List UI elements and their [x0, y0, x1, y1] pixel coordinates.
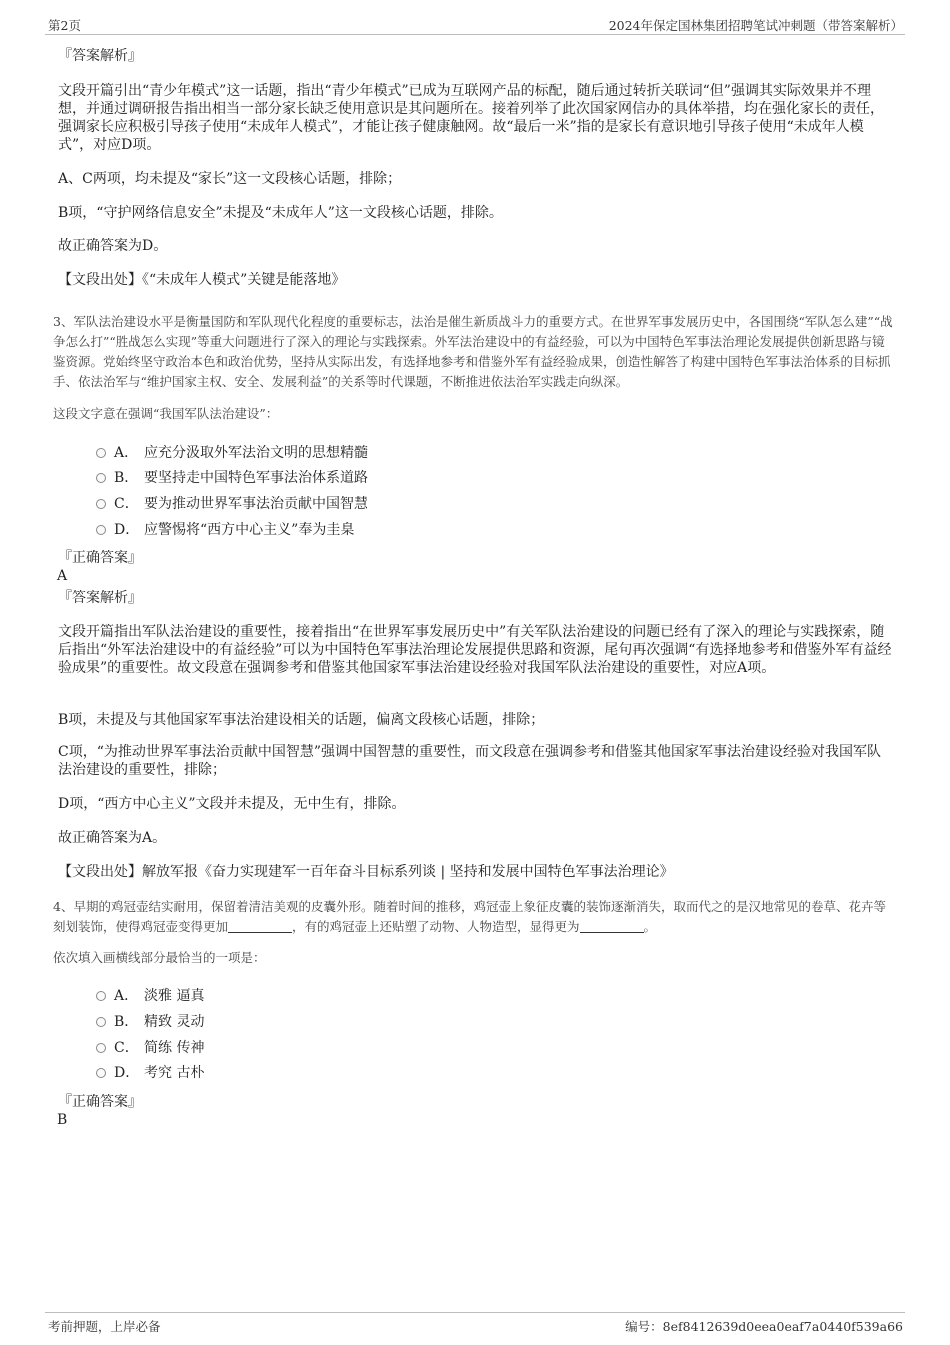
option-text: 淡雅 逼真 — [144, 988, 205, 1004]
q4-answer: B — [57, 1112, 68, 1128]
q4-question: 依次填入画横线部分最恰当的一项是： — [53, 950, 266, 965]
option-text: 应警惕将“西方中心主义”奉为圭臬 — [144, 522, 355, 538]
option-text: 要坚持走中国特色军事法治体系道路 — [144, 470, 368, 486]
option-text: 简练 传神 — [144, 1040, 205, 1056]
option-letter: D． — [114, 1065, 140, 1081]
option-letter: A． — [114, 445, 139, 461]
option-text: 要为推动世界军事法治贡献中国智慧 — [144, 496, 368, 512]
q4-option-a[interactable] — [96, 987, 204, 1005]
radio-icon[interactable] — [96, 448, 106, 458]
option-letter: A． — [114, 988, 139, 1004]
q2-analysis-paragraph-4: 故正确答案为D。 — [58, 238, 168, 254]
radio-icon[interactable] — [96, 525, 106, 535]
footer-slogan: 考前押题，上岸必备 — [48, 1319, 161, 1334]
q3-analysis-paragraph-3: C项，“为推动世界军事法治贡献中国智慧”强调中国智慧的重要性，而文段意在强调参考和借鉴其他国家军事法治建设经验对我国军队法治建设的重要性，排除； — [58, 744, 882, 778]
q4-option-b[interactable] — [96, 1013, 204, 1031]
option-letter: C． — [114, 1040, 139, 1056]
q3-source: 【文段出处】解放军报《奋力实现建军一百年奋斗目标系列谈 | 坚持和发展中国特色军事法治理论》 — [58, 864, 674, 880]
q3-stem: 3、军队法治建设水平是衡量国防和军队现代化程度的重要标志，法治是催生新质战斗力的重要方式。在世界军事发展历史中，各国围绕“军队怎么建”“战争怎么打”“胜战怎么实现”等重大问题进行了深入的理论与实践探索。外军法治建设中的有益经验，可以为中国特色军事法治理论发展提供创新思路与镜鉴资源。党始终坚守政治本色和政治优势，坚持从实际出发，有选择地参考和借鉴外军有益经验成果，创造性解答了构建中国特色军事法治体系的目标抓手、依法治军与“维护国家主权、安全、发展利益”的关系等时代课题，不断推进依法治军实践走向纵深。 — [53, 314, 893, 389]
q3-analysis-tag: 『答案解析』 — [58, 590, 142, 606]
radio-icon[interactable] — [96, 473, 106, 483]
page-header — [45, 14, 905, 35]
q4-stem-part-2: ，有的鸡冠壶上还贴塑了动物、人物造型，显得更为 — [292, 919, 580, 934]
q2-analysis-paragraph-3: B项，“守护网络信息安全”未提及“未成年人”这一文段核心话题，排除。 — [58, 205, 503, 221]
q2-source: 【文段出处】《“未成年人模式”关键是能落地》 — [58, 272, 346, 288]
q4-stem-part-1: 4、早期的鸡冠壶结实耐用，保留着清洁美观的皮囊外形。随着时间的推移，鸡冠壶上象征皮囊的装饰逐渐消失，取而代之的是汉地常见的卷草、花卉等刻划装饰，使得鸡冠壶变得更加 — [53, 899, 886, 934]
radio-icon[interactable] — [96, 991, 106, 1001]
q2-analysis-paragraph-2: A、C两项，均未提及“家长”这一文段核心话题，排除； — [58, 171, 402, 187]
q2-analysis-tag: 『答案解析』 — [58, 48, 142, 64]
q4-answer-tag: 『正确答案』 — [58, 1094, 142, 1110]
option-text: 考究 古朴 — [144, 1065, 205, 1081]
q3-analysis-paragraph-4: D项，“西方中心主义”文段并未提及，无中生有，排除。 — [58, 796, 406, 812]
q3-option-d[interactable] — [96, 521, 354, 539]
fill-blank-1 — [228, 920, 292, 933]
fill-blank-2 — [580, 920, 644, 933]
option-letter: B． — [114, 1014, 139, 1030]
option-letter: D． — [114, 522, 140, 538]
q3-question: 这段文字意在强调“我国军队法治建设”： — [53, 406, 279, 421]
q2-analysis-paragraph-1: 文段开篇引出“青少年模式”这一话题，指出“青少年模式”已成为互联网产品的标配，随后通过转折关联词“但”强调其实际效果并不理想，并通过调研报告指出相当一部分家长缺乏使用意识是其问题所在。接着列举了此次国家网信办的具体举措，均在强化家长的责任，强调家长应积极引导孩子使用“未成年人模式”，才能让孩子健康触网。故“最后一米”指的是家长有意识地引导孩子使用“未成年人模式”，对应D项。 — [58, 83, 884, 153]
q3-analysis-paragraph-1: 文段开篇指出军队法治建设的重要性，接着指出“在世界军事发展历史中”有关军队法治建设的问题已经有了深入的理论与实践探索，随后指出“外军法治建设中的有益经验”可以为中国特色军事法治理论发展提供思路和资源，尾句再次强调“有选择地参考和借鉴外军有益经验成果”的重要性。故文段意在强调参考和借鉴其他国家军事法治建设经验对我国军队法治建设的重要性，对应A项。 — [58, 624, 892, 676]
radio-icon[interactable] — [96, 1068, 106, 1078]
q4-option-d[interactable] — [96, 1064, 204, 1082]
page-number: 第2页 — [48, 18, 81, 33]
q3-analysis-paragraph-5: 故正确答案为A。 — [58, 830, 167, 846]
radio-icon[interactable] — [96, 1017, 106, 1027]
option-letter: C． — [114, 496, 139, 512]
radio-icon[interactable] — [96, 1043, 106, 1053]
q4-stem — [53, 897, 893, 937]
document-title: 2024年保定国林集团招聘笔试冲刺题（带答案解析） — [608, 18, 903, 33]
q4-option-c[interactable] — [96, 1039, 204, 1057]
option-text: 应充分汲取外军法治文明的思想精髓 — [144, 445, 368, 461]
q3-answer: A — [57, 568, 68, 584]
page-footer — [45, 1312, 905, 1337]
q3-option-a[interactable] — [96, 444, 368, 462]
q3-answer-tag: 『正确答案』 — [58, 550, 142, 566]
q3-analysis-paragraph-2: B项，未提及与其他国家军事法治建设相关的话题，偏离文段核心话题，排除； — [58, 712, 545, 728]
option-letter: B． — [114, 470, 139, 486]
q4-stem-part-3: 。 — [643, 919, 657, 934]
radio-icon[interactable] — [96, 499, 106, 509]
document-code: 编号：8ef8412639d0eea0eaf7a0440f539a66 — [625, 1319, 903, 1334]
q3-option-b[interactable] — [96, 469, 368, 487]
q3-option-c[interactable] — [96, 495, 368, 513]
option-text: 精致 灵动 — [144, 1014, 205, 1030]
